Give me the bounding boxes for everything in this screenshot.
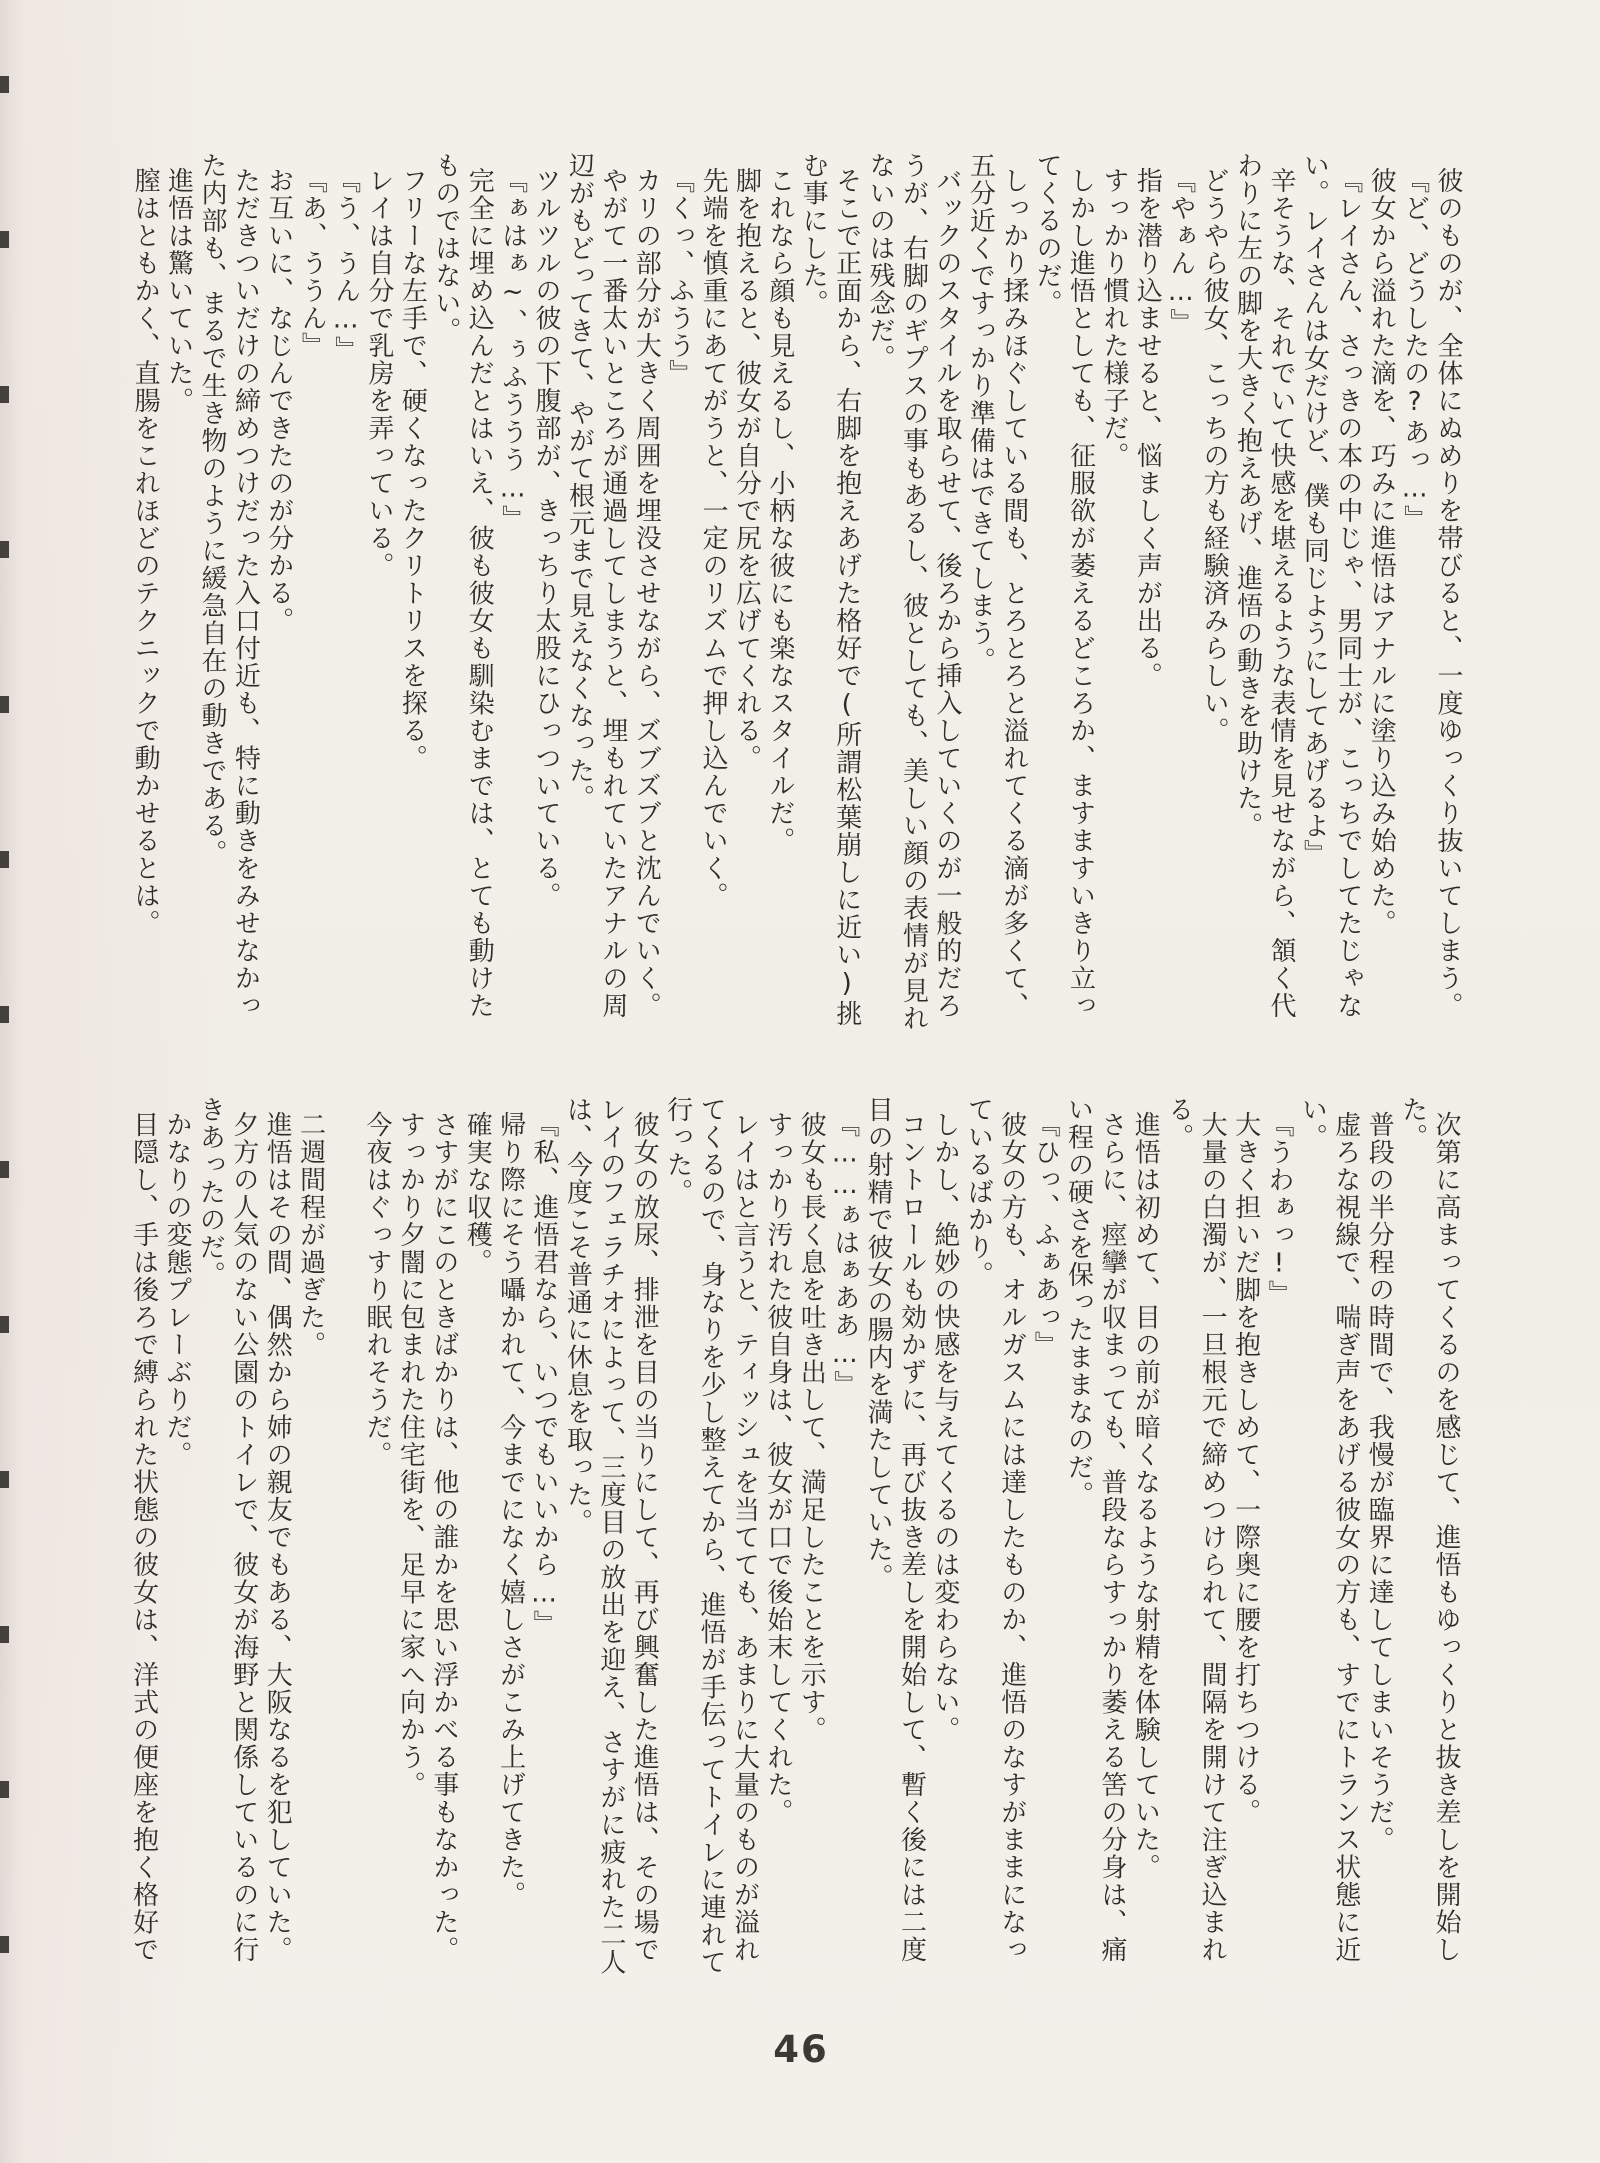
text-line: カリの部分が大きく周囲を埋没させながら、ズブズブと沈んでいく。 — [631, 167, 662, 1020]
text-line: すっかり慣れた様子だ。 — [1098, 167, 1129, 470]
text-line: 辛そうな、それでいて快感を堪えるような表情を見せながら、頷く代 — [1265, 167, 1296, 1020]
text-line: そこで正面から、右脚を抱えあげた格好で(所謂松葉崩しに近い)挑 — [831, 167, 862, 1028]
text-line: い。レイさんは女だけど、僕も同じようにしてあげるよ』 — [1299, 152, 1330, 867]
text-line: い程の硬さを保ったままなのだ。 — [1063, 1096, 1094, 1509]
text-line: レイのフェラチオによって、三度目の放出を迎え、さすがに疲れた二人 — [595, 1096, 626, 1976]
bottom-text-block — [126, 1096, 1462, 2001]
text-line: 完全に埋め込んだとはいえ、彼も彼女も馴染むまでは、とても動けた — [464, 167, 495, 1020]
text-line: レイはと言うと、ティッシュを当てても、あまりに大量のものが溢れ — [729, 1111, 760, 1964]
text-line: さすがにこのときばかりは、他の誰かを思い浮かべる事もなかった。 — [428, 1111, 459, 1964]
text-line: 『……ぁはぁああ…』 — [829, 1111, 860, 1398]
text-line: どうやら彼女、こっちの方も経験済みらしい。 — [1199, 167, 1230, 745]
text-line: お互いに、なじんできたのが分かる。 — [263, 167, 294, 635]
text-line: 『くっ、ふうう』 — [664, 167, 695, 387]
text-line: 『やぁん…』 — [1165, 167, 1196, 336]
text-line: 彼女から溢れた滴を、巧みに進悟はアナルに塗り込み始めた。 — [1366, 167, 1397, 937]
text-line: た内部も、まるで生き物のように緩急自在の動きである。 — [196, 152, 227, 867]
text-line: 今夜はぐっすり眠れそうだ。 — [362, 1111, 392, 1469]
text-line: 膣はともかく、直腸をこれほどのテクニックで動かせるとは。 — [130, 167, 161, 937]
text-line: ものではない。 — [430, 152, 461, 345]
text-line: 『ど、どうしたの?あっ…』 — [1399, 167, 1430, 533]
text-line: 虚ろな視線で、喘ぎ声をあげる彼女の方も、すでにトランス状態に近 — [1330, 1111, 1361, 1964]
text-line: 指を潜り込ませると、悩ましく声が出る。 — [1132, 167, 1163, 690]
text-line: 彼女の放尿、排泄を目の当りにして、再び興奮した進悟は、その場で — [629, 1111, 660, 1964]
text-line: 次第に高まってくるのを感じて、進悟もゆっくりと抜き差しを開始し — [1431, 1111, 1461, 1964]
text-line: しかし、絶妙の快感を与えてくるのは変わらない。 — [929, 1111, 960, 1744]
text-line: 『あ、ううん』 — [297, 167, 328, 360]
page-number: 46 — [773, 2028, 829, 2071]
text-line: 『うわぁっ!』 — [1263, 1111, 1294, 1308]
text-line: ただきついだけの締めつけだった入口付近も、特に動きをみせなかっ — [230, 167, 261, 1020]
top-text-block — [128, 152, 1464, 1047]
text-line: 『レイさん、さっきの本の中じゃ、男同士が、こっちでしてたじゃな — [1332, 167, 1363, 1020]
text-line: は、今度こそ普通に休息を取った。 — [562, 1096, 593, 1536]
text-line: かなりの変態プレーぶりだ。 — [161, 1111, 192, 1469]
text-line: ないのは残念だ。 — [865, 152, 896, 372]
text-line: レイは自分で乳房を弄っている。 — [364, 167, 394, 580]
text-line: 進悟は驚いていた。 — [163, 167, 194, 415]
scene-break-gap — [327, 1096, 360, 2001]
text-line: 『う、うん…』 — [330, 167, 361, 364]
text-line: しっかり揉みほぐしている間も、とろとろと溢れてくる滴が多くて、 — [998, 167, 1029, 1020]
text-line: 進悟は初めて、目の前が暗くなるような射精を体験していた。 — [1130, 1111, 1161, 1881]
text-line: バックのスタイルを取らせて、後ろから挿入していくのが一般的だろ — [931, 167, 962, 1020]
text-line: ツルツルの彼の下腹部が、きっちり太股にひっついている。 — [531, 167, 562, 910]
text-line: てくるのだ。 — [1032, 152, 1063, 317]
text-line: ているばかり。 — [963, 1096, 994, 1289]
text-line: る。 — [1163, 1096, 1194, 1151]
text-line: 五分近くですっかり準備はできてしまう。 — [965, 152, 996, 675]
text-line: コントロールも効かずに、再び抜き差しを開始して、暫く後には二度 — [896, 1111, 927, 1964]
text-line: 彼のものが、全体にぬめりを帯びると、一度ゆっくり抜いてしまう。 — [1433, 167, 1463, 1020]
text-line: む事にした。 — [798, 152, 829, 317]
text-line: 夕方の人気のない公園のトイレで、彼女が海野と関係しているのに行 — [228, 1111, 259, 1964]
text-line: い。 — [1297, 1096, 1328, 1151]
text-line: 目隠し、手は後ろで縛られた状態の彼女は、洋式の便座を抱く格好で — [128, 1111, 159, 1964]
text-line: 行った。 — [662, 1096, 693, 1206]
text-line: さらに、痙攣が収まっても、普段ならすっかり萎える筈の分身は、痛 — [1096, 1111, 1127, 1964]
text-line: 大きく担いだ脚を抱きしめて、一際奥に腰を打ちつける。 — [1230, 1111, 1261, 1826]
text-line: 帰り際にそう囁かれて、今までになく嬉しさがこみ上げてきた。 — [495, 1111, 526, 1909]
text-line: 大量の白濁が、一旦根元で締めつけられて、間隔を開けて注ぎ込まれ — [1197, 1111, 1228, 1964]
text-line: これなら顔も見えるし、小柄な彼にも楽なスタイルだ。 — [764, 167, 795, 855]
text-line: 『私、進悟君なら、いつでもいいから…』 — [529, 1111, 560, 1638]
text-line: うが、右脚のギプスの事もあるし、彼としても、美しい顔の表情が見れ — [898, 152, 929, 1032]
text-line: 普段の半分程の時間で、我慢が臨界に達してしまいそうだ。 — [1364, 1111, 1395, 1854]
text-line: 確実な収穫。 — [462, 1111, 493, 1276]
text-line: てくるので、身なりを少し整えてから、進悟が手伝ってトイレに連れて — [696, 1096, 727, 1976]
text-line: 脚を抱えると、彼女が自分で尻を広げてくれる。 — [731, 167, 762, 772]
text-line: やがて一番太いところが通過してしまうと、埋もれていたアナルの周 — [597, 167, 628, 1020]
text-line: 進悟はその間、偶然から姉の親友でもある、大阪なるを犯していた。 — [262, 1111, 293, 1964]
text-line: 目の射精で彼女の腸内を満たしていた。 — [863, 1096, 894, 1591]
text-line: フリーな左手で、硬くなったクリトリスを探る。 — [397, 167, 428, 772]
text-line: すっかり汚れた彼自身は、彼女が口で後始末してくれた。 — [762, 1111, 793, 1826]
text-line: 辺がもどってきて、やがて根元まで見えなくなった。 — [564, 152, 595, 812]
text-line: わりに左の脚を大きく抱えあげ、進悟の動きを助けた。 — [1232, 152, 1263, 840]
text-line: 彼女も長く息を吐き出して、満足したことを示す。 — [796, 1111, 827, 1744]
text-line: 二週間程が過ぎた。 — [295, 1111, 326, 1359]
text-line: しかし進悟としても、征服欲が萎えるどころか、ますますいきり立っ — [1065, 167, 1096, 1020]
binding-marks — [0, 76, 9, 2086]
text-line: きあったのだ。 — [195, 1096, 226, 1289]
text-line: 『ひっ、ふぁあっ』 — [1030, 1111, 1061, 1359]
text-line: た。 — [1397, 1096, 1428, 1151]
text-line: 先端を慎重にあてがうと、一定のリズムで押し込んでいく。 — [698, 167, 729, 910]
text-line: 『ぁはぁ~、ぅふううう…』 — [497, 167, 528, 533]
text-line: すっかり夕闇に包まれた住宅街を、足早に家へ向かう。 — [395, 1111, 426, 1799]
text-line: 彼女の方も、オルガスムには達したものか、進悟のなすがままになっ — [996, 1111, 1027, 1964]
